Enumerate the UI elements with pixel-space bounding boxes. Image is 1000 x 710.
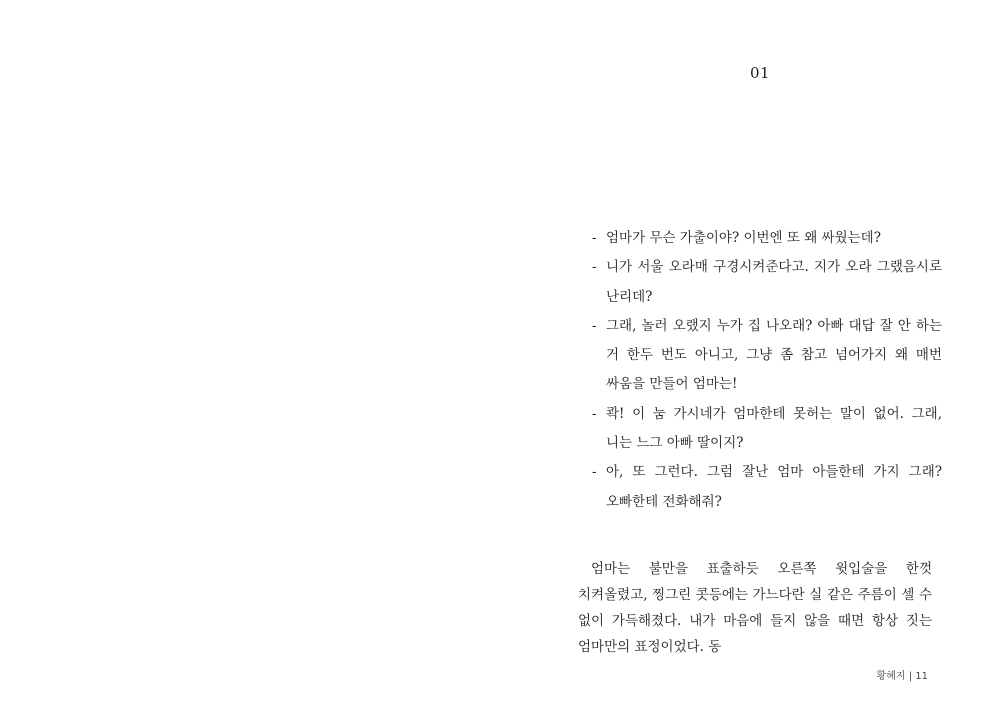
dialogue-text: 콱! 이 눔 가시네가 엄마한테 못허는 말이 없어. 그래, 니는 느그 아빠 딸이지?	[606, 405, 942, 452]
dialogue-line	[592, 253, 942, 312]
right-page	[500, 0, 1000, 710]
author-name: 황혜지	[876, 671, 906, 682]
dialogue-line	[592, 400, 942, 459]
dialogue-text: 그래, 놀러 오랬지 누가 집 나오래? 아빠 대답 잘 안 하는 거 한두 번도 아니고, 그냥 좀 참고 넘어가지 왜 매번 싸움을 만들어 엄마는!	[606, 317, 942, 393]
narration-paragraph: 엄마는 불만을 표출하듯 오른쪽 윗입술을 한껏 치켜올렸고, 찡그린 콧등에는 가느다란 실 같은 주름이 셀 수 없이 가득해졌다. 내가 마음에 들지 않을 때면 항상 짓는 엄마만의 표정이었다. 동	[578, 560, 932, 655]
dialogue-text: 엄마가 무슨 가출이야? 이번엔 또 왜 싸웠는데?	[606, 230, 881, 246]
page-number: 11	[915, 671, 928, 682]
dialogue-block	[592, 224, 942, 517]
dialogue-text: 니가 서울 오라매 구경시켜준다고. 지가 오라 그랬음시로 난리데?	[606, 259, 942, 305]
dialogue-dash: -	[592, 259, 597, 276]
dialogue-line	[592, 458, 942, 517]
footer-separator: |	[908, 671, 913, 682]
dialogue-dash: -	[592, 317, 597, 334]
dialogue-dash: -	[592, 405, 597, 422]
dialogue-line	[592, 312, 942, 400]
dialogue-dash: -	[592, 230, 597, 246]
dialogue-dash: -	[592, 464, 597, 481]
dialogue-line	[592, 224, 942, 253]
page-footer	[877, 667, 928, 682]
dialogue-text: 아, 또 그런다. 그럼 잘난 엄마 아들한테 가지 그래? 오빠한테 전화해줘?	[606, 464, 942, 510]
chapter-number: 01	[750, 64, 771, 82]
